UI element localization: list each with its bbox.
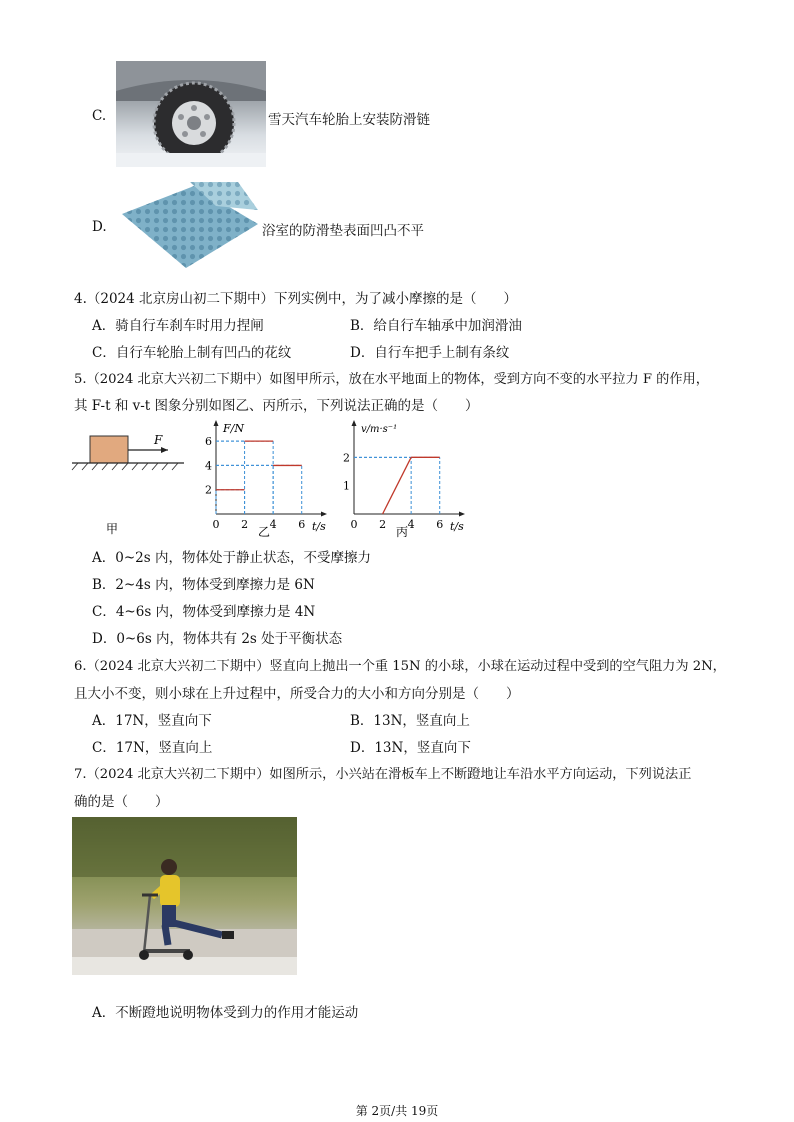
- chart-v-t: [338, 418, 478, 540]
- question-6-stem-line1: 6.（2024 北京大兴初二下期中）竖直向上抛出一个重 15N 的小球，小球在运动过程中受到的空气阻力为 2N，: [74, 659, 726, 674]
- x-tick-label-4: 4: [269, 518, 277, 531]
- question-5-option-c: C．4~6s 内，物体受到摩擦力是 4N: [92, 604, 316, 620]
- question-4-stem: 4.（2024 北京房山初二下期中）下列实例中，为了减小摩擦的是（ ）: [74, 291, 518, 307]
- chart-f-t: [200, 418, 335, 540]
- y-tick-label-2: 2: [205, 483, 212, 497]
- question-5-stem-line2: 其 F-t 和 v-t 图象分别如图乙、丙所示，下列说法正确的是（ ）: [74, 398, 479, 414]
- question-4-option-b: B．给自行车轴承中加润滑油: [350, 318, 522, 334]
- x-tick-label-2: 2: [241, 518, 249, 531]
- question-7-stem-line2: 确的是（ ）: [74, 794, 169, 810]
- option-d-caption: 浴室的防滑垫表面凹凸不平: [262, 223, 424, 239]
- question-6-option-b: B．13N，竖直向上: [350, 713, 470, 729]
- x-tick-label-0: 0: [212, 518, 220, 531]
- question-5-stem-line1: 5.（2024 北京大兴初二下期中）如图甲所示，放在水平地面上的物体，受到方向不变的水平拉力 F 的作用，: [74, 372, 709, 387]
- question-6-option-a: A．17N，竖直向下: [92, 713, 212, 729]
- question-5-option-b: B．2~4s 内，物体受到摩擦力是 6N: [92, 577, 315, 593]
- x-tick-label-4: 4: [407, 518, 415, 531]
- question-6-stem-line2: 且大小不变，则小球在上升过程中，所受合力的大小和方向分别是（ ）: [74, 686, 520, 702]
- x-tick-label-2: 2: [379, 518, 387, 531]
- y-axis-label: F/N: [223, 422, 244, 435]
- x-tick-label-0: 0: [350, 518, 358, 531]
- figure-jia-caption: 甲: [106, 522, 119, 536]
- scooter-photo: [72, 817, 297, 975]
- question-7-stem-line1: 7.（2024 北京大兴初二下期中）如图所示，小兴站在滑板车上不断蹬地让车沿水平方向运动，下列说法正: [74, 767, 692, 782]
- page-footer: 第 2页/共 19页: [355, 1104, 439, 1118]
- y-tick-label-2: 2: [343, 451, 350, 465]
- option-c-label: C.: [92, 108, 107, 124]
- question-5-option-a: A．0~2s 内，物体处于静止状态，不受摩擦力: [92, 550, 371, 566]
- question-7-option-a: A．不断蹬地说明物体受到力的作用才能运动: [92, 1005, 359, 1021]
- y-tick-label-6: 6: [205, 435, 212, 449]
- tire-chain-photo: [116, 61, 266, 167]
- y-tick-label-1: 1: [343, 479, 350, 493]
- question-5-option-d: D．0~6s 内，物体共有 2s 处于平衡状态: [92, 631, 343, 647]
- block: [90, 436, 128, 463]
- question-4-option-c: C．自行车轮胎上制有凹凸的花纹: [92, 345, 292, 361]
- data-segment-0: [383, 457, 412, 514]
- x-tick-label-6: 6: [298, 518, 306, 531]
- y-axis-label: v/m·s⁻¹: [361, 424, 398, 435]
- question-4-option-a: A．骑自行车刹车时用力捏闸: [92, 318, 264, 334]
- option-c-caption: 雪天汽车轮胎上安装防滑链: [268, 112, 430, 128]
- x-axis-label: t/s: [312, 520, 326, 533]
- figure-jia: [68, 430, 193, 540]
- question-6-option-c: C．17N，竖直向上: [92, 740, 213, 756]
- bath-mat-photo: [116, 180, 261, 272]
- x-axis-label: t/s: [450, 520, 464, 533]
- option-d-label: D.: [92, 219, 107, 235]
- question-6-option-d: D．13N，竖直向下: [350, 740, 471, 756]
- chart-f-t-caption: 乙: [258, 525, 271, 539]
- force-label: F: [154, 433, 163, 447]
- x-tick-label-6: 6: [436, 518, 444, 531]
- question-4-option-d: D．自行车把手上制有条纹: [350, 345, 510, 361]
- chart-v-t-caption: 丙: [396, 525, 409, 539]
- y-tick-label-4: 4: [205, 459, 212, 473]
